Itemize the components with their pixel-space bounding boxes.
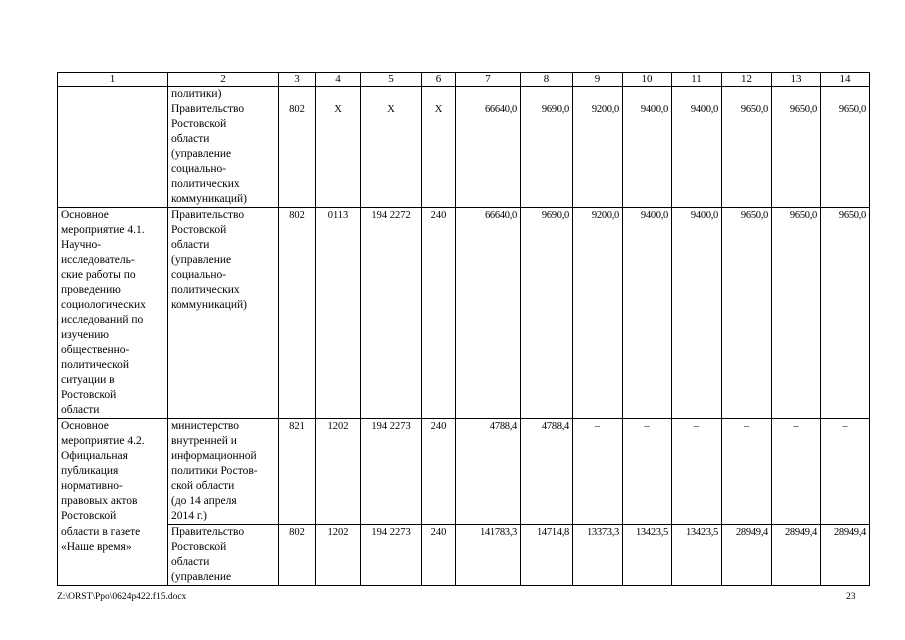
- total-cell: 66640,0: [456, 102, 521, 208]
- year-cell: 9400,0: [672, 102, 722, 208]
- total-cell: 141783,3: [456, 525, 521, 586]
- target-code-cell: 194 2272: [361, 208, 422, 419]
- target-code-cell: Х: [361, 102, 422, 208]
- program-name-cell: Основное мероприятие 4.2. Официальная публикация нормативно- правовых актов Ростовской: [58, 419, 168, 525]
- table-row: [58, 208, 870, 419]
- ministry-code-cell: 802: [279, 208, 316, 419]
- year-cell: 4788,4: [521, 419, 573, 525]
- year-cell: –: [772, 419, 821, 525]
- year-cell: 9200,0: [573, 102, 623, 208]
- year-cell: 13423,5: [623, 525, 672, 586]
- empty-cell: [316, 87, 361, 103]
- page-number: 23: [846, 592, 856, 602]
- empty-cell: [821, 87, 870, 103]
- year-cell: 9650,0: [722, 208, 772, 419]
- org-cell: политики): [168, 87, 279, 103]
- year-cell: 9650,0: [821, 102, 870, 208]
- org-cell: Правительство Ростовской области (управление социально- политических коммуникаций): [168, 208, 279, 419]
- target-code-cell: 194 2273: [361, 419, 422, 525]
- empty-cell: [456, 87, 521, 103]
- empty-cell: [722, 87, 772, 103]
- empty-cell: [772, 87, 821, 103]
- section-code-cell: Х: [316, 102, 361, 208]
- table-row: [58, 102, 870, 208]
- org-cell: Правительство Ростовской области (управление: [168, 525, 279, 586]
- program-name-cell: [58, 87, 168, 208]
- year-cell: 9650,0: [772, 102, 821, 208]
- year-cell: 9650,0: [772, 208, 821, 419]
- ministry-code-cell: 802: [279, 525, 316, 586]
- org-cell: Правительство Ростовской области (управление социально- политических коммуникаций): [168, 102, 279, 208]
- table-row: [58, 419, 870, 525]
- year-cell: –: [573, 419, 623, 525]
- expense-type-cell: 240: [422, 208, 456, 419]
- year-cell: 9400,0: [623, 102, 672, 208]
- year-cell: 9200,0: [573, 208, 623, 419]
- empty-cell: [279, 87, 316, 103]
- header-cell: 12: [722, 73, 772, 87]
- year-cell: –: [821, 419, 870, 525]
- empty-cell: [672, 87, 722, 103]
- header-cell: 6: [422, 73, 456, 87]
- budget-table: [57, 72, 870, 586]
- year-cell: –: [672, 419, 722, 525]
- header-cell: 14: [821, 73, 870, 87]
- expense-type-cell: 240: [422, 419, 456, 525]
- expense-type-cell: Х: [422, 102, 456, 208]
- year-cell: 9690,0: [521, 208, 573, 419]
- total-cell: 66640,0: [456, 208, 521, 419]
- expense-type-cell: 240: [422, 525, 456, 586]
- year-cell: 9650,0: [722, 102, 772, 208]
- year-cell: 13423,5: [672, 525, 722, 586]
- empty-cell: [521, 87, 573, 103]
- program-name-cell: Основное мероприятие 4.1. Научно- исследователь- ские работы по проведению социологических исследований по изучению общественно- политической ситуации в Ростовской области: [58, 208, 168, 419]
- year-cell: 28949,4: [722, 525, 772, 586]
- total-cell: 4788,4: [456, 419, 521, 525]
- ministry-code-cell: 821: [279, 419, 316, 525]
- header-cell: 2: [168, 73, 279, 87]
- org-cell: министерство внутренней и информационной политики Ростов- ской области (до 14 апреля 2014 г.): [168, 419, 279, 525]
- year-cell: 13373,3: [573, 525, 623, 586]
- empty-cell: [422, 87, 456, 103]
- section-code-cell: 1202: [316, 525, 361, 586]
- header-cell: 13: [772, 73, 821, 87]
- table-row-continuation: [58, 87, 870, 103]
- year-cell: –: [623, 419, 672, 525]
- header-cell: 11: [672, 73, 722, 87]
- header-cell: 9: [573, 73, 623, 87]
- program-name-cell: области в газете «Наше время»: [58, 525, 168, 586]
- year-cell: 9400,0: [623, 208, 672, 419]
- year-cell: 9650,0: [821, 208, 870, 419]
- header-cell: 7: [456, 73, 521, 87]
- file-path-footer: Z:\ORST\Ppo\0624p422.f15.docx: [57, 592, 187, 602]
- section-code-cell: 1202: [316, 419, 361, 525]
- header-cell: 5: [361, 73, 422, 87]
- target-code-cell: 194 2273: [361, 525, 422, 586]
- header-cell: 3: [279, 73, 316, 87]
- empty-cell: [573, 87, 623, 103]
- header-cell: 4: [316, 73, 361, 87]
- year-cell: 14714,8: [521, 525, 573, 586]
- header-row: [58, 73, 870, 87]
- year-cell: 9690,0: [521, 102, 573, 208]
- year-cell: 28949,4: [772, 525, 821, 586]
- ministry-code-cell: 802: [279, 102, 316, 208]
- empty-cell: [623, 87, 672, 103]
- table-row: [58, 525, 870, 586]
- year-cell: 28949,4: [821, 525, 870, 586]
- year-cell: 9400,0: [672, 208, 722, 419]
- empty-cell: [361, 87, 422, 103]
- section-code-cell: 0113: [316, 208, 361, 419]
- year-cell: –: [722, 419, 772, 525]
- header-cell: 1: [58, 73, 168, 87]
- header-cell: 8: [521, 73, 573, 87]
- header-cell: 10: [623, 73, 672, 87]
